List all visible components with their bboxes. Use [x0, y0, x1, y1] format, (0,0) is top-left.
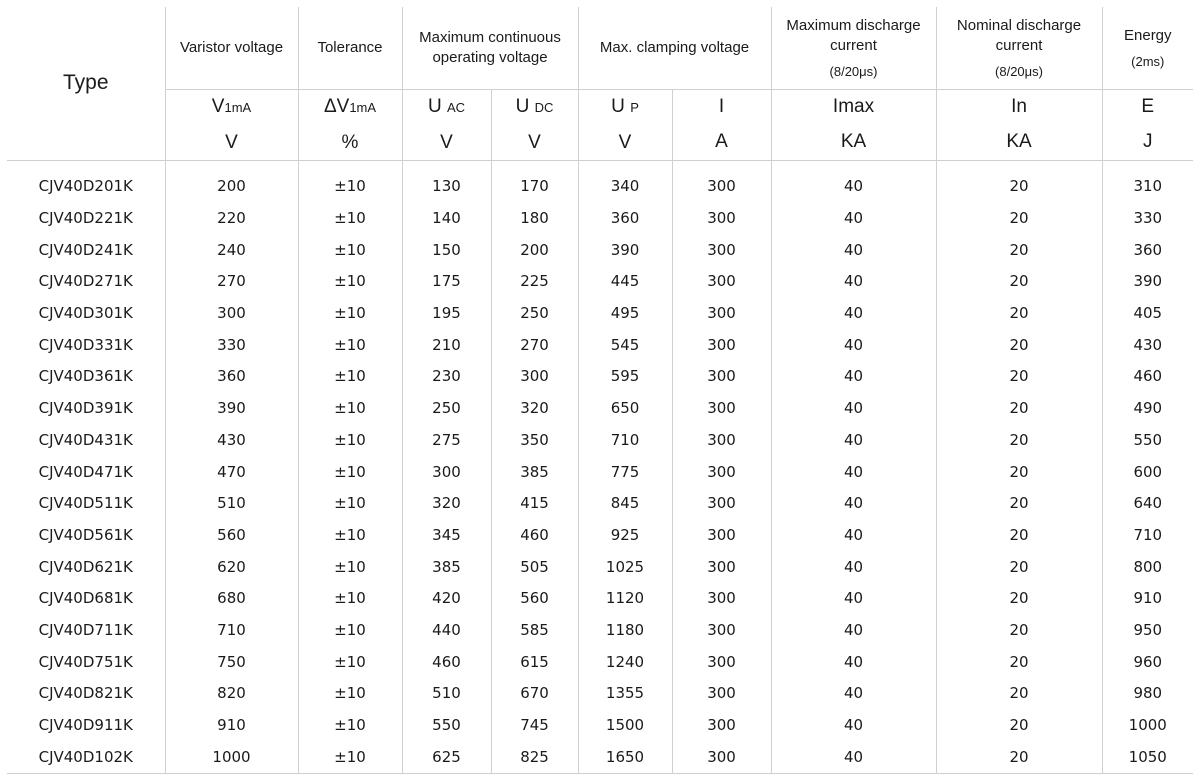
- cell-energy: 600: [1133, 462, 1163, 481]
- cell-tolerance: ±10: [298, 582, 402, 614]
- tolerance-unit: %: [341, 131, 359, 153]
- up-unit: V: [618, 131, 632, 153]
- header-varistor-voltage: Varistor voltage: [165, 7, 298, 89]
- cell-up: 495: [578, 297, 672, 329]
- cell-varistor-voltage: 390: [165, 392, 298, 424]
- cell-in: 20: [936, 329, 1102, 361]
- cell-type: CJV40D711K: [7, 614, 165, 646]
- cell-imax: 40: [771, 741, 936, 773]
- cell-varistor-voltage: 300: [165, 297, 298, 329]
- cell-energy: 430: [1133, 335, 1163, 354]
- cell-tolerance: ±10: [298, 741, 402, 773]
- cell-tolerance: ±10: [298, 519, 402, 551]
- cell-up: 1025: [578, 551, 672, 583]
- cell-i: 300: [672, 456, 771, 488]
- cell-in: 20: [936, 741, 1102, 773]
- cell-tolerance: ±10: [298, 424, 402, 456]
- v1ma-symbol: [166, 93, 298, 122]
- nominal-discharge-label: Nominal discharge current: [956, 16, 1082, 54]
- cell-in: 20: [936, 582, 1102, 614]
- table-row: [7, 551, 1193, 583]
- cell-varistor-voltage: 560: [165, 519, 298, 551]
- cell-varistor-voltage: 710: [165, 614, 298, 646]
- cell-in: 20: [936, 234, 1102, 266]
- cell-i: 300: [672, 551, 771, 583]
- up-main: U: [611, 95, 625, 117]
- delta-v1ma-symbol: [299, 93, 402, 122]
- cell-udc: 300: [491, 361, 578, 393]
- max-discharge-condition: (8/20μs): [829, 63, 878, 79]
- cell-tolerance: ±10: [298, 361, 402, 393]
- cell-uac: 320: [402, 487, 491, 519]
- cell-tolerance: ±10: [298, 487, 402, 519]
- table-row: [7, 741, 1193, 773]
- cell-udc: 415: [491, 487, 578, 519]
- cell-uac: 385: [402, 551, 491, 583]
- cell-up: 390: [578, 234, 672, 266]
- cell-imax: 40: [771, 551, 936, 583]
- table-row: [7, 424, 1193, 456]
- cell-uac: 550: [402, 709, 491, 741]
- cell-imax: 40: [771, 202, 936, 234]
- cell-uac: 345: [402, 519, 491, 551]
- cell-type: CJV40D681K: [7, 582, 165, 614]
- cell-type: CJV40D911K: [7, 709, 165, 741]
- header-v1ma: [165, 89, 298, 160]
- cell-varistor-voltage: 620: [165, 551, 298, 583]
- cell-energy: 980: [1133, 684, 1163, 703]
- table-row: [7, 329, 1193, 361]
- cell-tolerance: ±10: [298, 297, 402, 329]
- cell-uac: 195: [402, 297, 491, 329]
- cell-i: 300: [672, 487, 771, 519]
- cell-uac: 510: [402, 678, 491, 710]
- cell-tolerance: ±10: [298, 678, 402, 710]
- cell-uac: 460: [402, 646, 491, 678]
- cell-uac: 210: [402, 329, 491, 361]
- cell-tolerance: ±10: [298, 392, 402, 424]
- cell-up: 845: [578, 487, 672, 519]
- cell-uac: 130: [402, 160, 491, 202]
- cell-imax: 40: [771, 266, 936, 298]
- cell-tolerance: ±10: [298, 456, 402, 488]
- cell-imax: 40: [771, 614, 936, 646]
- table-row: [7, 234, 1193, 266]
- table-row: [7, 160, 1193, 202]
- cell-energy: 405: [1133, 304, 1163, 323]
- header-udc: [491, 89, 578, 160]
- cell-udc: 670: [491, 678, 578, 710]
- cell-varistor-voltage: 750: [165, 646, 298, 678]
- cell-tolerance: ±10: [298, 329, 402, 361]
- cell-varistor-voltage: 200: [165, 160, 298, 202]
- cell-in: 20: [936, 392, 1102, 424]
- cell-udc: 320: [491, 392, 578, 424]
- cell-varistor-voltage: 470: [165, 456, 298, 488]
- table-row: [7, 392, 1193, 424]
- table-row: [7, 297, 1193, 329]
- cell-udc: 225: [491, 266, 578, 298]
- cell-udc: 460: [491, 519, 578, 551]
- cell-i: 300: [672, 709, 771, 741]
- e-unit: J: [1143, 131, 1153, 152]
- cell-uac: 175: [402, 266, 491, 298]
- cell-imax: 40: [771, 329, 936, 361]
- header-i: [672, 89, 771, 160]
- cell-up: 1180: [578, 614, 672, 646]
- table-row: [7, 646, 1193, 678]
- cell-udc: 200: [491, 234, 578, 266]
- cell-in: 20: [936, 678, 1102, 710]
- cell-type: CJV40D471K: [7, 456, 165, 488]
- table-row: [7, 487, 1193, 519]
- cell-energy: 950: [1133, 620, 1163, 639]
- header-max-clamping-voltage: Max. clamping voltage: [578, 7, 771, 89]
- cell-udc: 385: [491, 456, 578, 488]
- cell-udc: 350: [491, 424, 578, 456]
- cell-type: CJV40D301K: [7, 297, 165, 329]
- cell-up: 340: [578, 160, 672, 202]
- header-delta-v1ma: [298, 89, 402, 160]
- imax-symbol: Imax: [832, 96, 875, 117]
- header-type: Type: [7, 7, 165, 160]
- v1ma-symbol-main: V: [211, 95, 225, 117]
- cell-uac: 420: [402, 582, 491, 614]
- cell-uac: 300: [402, 456, 491, 488]
- cell-in: 20: [936, 424, 1102, 456]
- cell-type: CJV40D241K: [7, 234, 165, 266]
- cell-tolerance: ±10: [298, 551, 402, 583]
- header-max-continuous-operating-voltage: Maximum continuous operating voltage: [402, 7, 578, 89]
- cell-i: 300: [672, 646, 771, 678]
- cell-uac: 275: [402, 424, 491, 456]
- cell-i: 300: [672, 329, 771, 361]
- cell-energy: 490: [1133, 399, 1163, 418]
- cell-tolerance: ±10: [298, 614, 402, 646]
- cell-in: 20: [936, 646, 1102, 678]
- cell-varistor-voltage: 820: [165, 678, 298, 710]
- energy-label: Energy: [1124, 26, 1172, 44]
- cell-type: CJV40D621K: [7, 551, 165, 583]
- cell-type: CJV40D201K: [7, 160, 165, 202]
- cell-i: 300: [672, 392, 771, 424]
- cell-i: 300: [672, 424, 771, 456]
- cell-energy: 550: [1133, 430, 1163, 449]
- cell-uac: 625: [402, 741, 491, 773]
- cell-imax: 40: [771, 678, 936, 710]
- cell-energy: 1000: [1128, 716, 1167, 735]
- cell-energy: 640: [1133, 494, 1163, 513]
- cell-type: CJV40D271K: [7, 266, 165, 298]
- cell-tolerance: ±10: [298, 646, 402, 678]
- cell-varistor-voltage: 680: [165, 582, 298, 614]
- cell-imax: 40: [771, 160, 936, 202]
- cell-varistor-voltage: 910: [165, 709, 298, 741]
- cell-in: 20: [936, 361, 1102, 393]
- cell-i: 300: [672, 297, 771, 329]
- cell-uac: 440: [402, 614, 491, 646]
- cell-up: 710: [578, 424, 672, 456]
- imax-unit: KA: [840, 131, 867, 152]
- table-row: [7, 709, 1193, 741]
- table-header: [7, 7, 1193, 160]
- cell-up: 775: [578, 456, 672, 488]
- cell-varistor-voltage: 430: [165, 424, 298, 456]
- cell-in: 20: [936, 202, 1102, 234]
- header-tolerance: Tolerance: [298, 7, 402, 89]
- cell-type: CJV40D102K: [7, 741, 165, 773]
- uac-sub: AC: [446, 99, 466, 115]
- header-nominal-discharge-current: [936, 7, 1102, 89]
- cell-up: 925: [578, 519, 672, 551]
- cell-type: CJV40D361K: [7, 361, 165, 393]
- cell-type: CJV40D561K: [7, 519, 165, 551]
- cell-in: 20: [936, 297, 1102, 329]
- udc-main: U: [515, 95, 530, 117]
- cell-i: 300: [672, 741, 771, 773]
- header-max-discharge-current: [771, 7, 936, 89]
- cell-udc: 615: [491, 646, 578, 678]
- cell-energy: 310: [1133, 177, 1163, 196]
- cell-i: 300: [672, 582, 771, 614]
- cell-imax: 40: [771, 392, 936, 424]
- cell-tolerance: ±10: [298, 266, 402, 298]
- header-up: [578, 89, 672, 160]
- max-discharge-label: Maximum discharge current: [786, 16, 921, 54]
- cell-energy: 360: [1133, 240, 1163, 259]
- cell-varistor-voltage: 1000: [165, 741, 298, 773]
- cell-uac: 230: [402, 361, 491, 393]
- cell-tolerance: ±10: [298, 709, 402, 741]
- uac-unit: V: [440, 131, 453, 153]
- cell-imax: 40: [771, 709, 936, 741]
- cell-up: 545: [578, 329, 672, 361]
- table-body: [7, 160, 1193, 773]
- table-row: [7, 614, 1193, 646]
- cell-imax: 40: [771, 519, 936, 551]
- table-row: [7, 582, 1193, 614]
- cell-up: 1240: [578, 646, 672, 678]
- delta-v1ma-main: ΔV: [323, 95, 350, 117]
- udc-sub: DC: [534, 99, 554, 115]
- cell-uac: 150: [402, 234, 491, 266]
- uac-main: U: [427, 95, 442, 117]
- cell-varistor-voltage: 240: [165, 234, 298, 266]
- cell-udc: 825: [491, 741, 578, 773]
- v1ma-unit: V: [225, 131, 238, 153]
- cell-type: CJV40D821K: [7, 678, 165, 710]
- cell-varistor-voltage: 360: [165, 361, 298, 393]
- cell-udc: 180: [491, 202, 578, 234]
- cell-energy: 960: [1133, 652, 1163, 671]
- cell-in: 20: [936, 551, 1102, 583]
- v1ma-symbol-sub: 1mA: [224, 99, 252, 115]
- cell-in: 20: [936, 709, 1102, 741]
- cell-varistor-voltage: 270: [165, 266, 298, 298]
- cell-energy: 800: [1133, 557, 1163, 576]
- cell-i: 300: [672, 361, 771, 393]
- cell-udc: 270: [491, 329, 578, 361]
- cell-uac: 140: [402, 202, 491, 234]
- cell-in: 20: [936, 160, 1102, 202]
- cell-i: 300: [672, 202, 771, 234]
- cell-type: CJV40D511K: [7, 487, 165, 519]
- up-sub: P: [630, 99, 639, 115]
- cell-type: CJV40D431K: [7, 424, 165, 456]
- delta-v1ma-sub: 1mA: [349, 99, 377, 115]
- cell-up: 445: [578, 266, 672, 298]
- table-row: [7, 202, 1193, 234]
- uac-symbol: [403, 93, 491, 122]
- cell-energy: 460: [1133, 367, 1163, 386]
- cell-up: 650: [578, 392, 672, 424]
- varistor-spec-table: [7, 7, 1193, 774]
- cell-energy: 390: [1133, 272, 1163, 291]
- cell-in: 20: [936, 614, 1102, 646]
- cell-up: 595: [578, 361, 672, 393]
- cell-tolerance: ±10: [298, 234, 402, 266]
- cell-energy: 910: [1133, 589, 1163, 608]
- cell-imax: 40: [771, 487, 936, 519]
- cell-varistor-voltage: 220: [165, 202, 298, 234]
- in-symbol: In: [1011, 96, 1027, 117]
- cell-varistor-voltage: 510: [165, 487, 298, 519]
- table-row: [7, 266, 1193, 298]
- cell-up: 360: [578, 202, 672, 234]
- table-row: [7, 361, 1193, 393]
- cell-in: 20: [936, 456, 1102, 488]
- cell-uac: 250: [402, 392, 491, 424]
- cell-udc: 745: [491, 709, 578, 741]
- cell-type: CJV40D331K: [7, 329, 165, 361]
- cell-imax: 40: [771, 456, 936, 488]
- cell-imax: 40: [771, 361, 936, 393]
- in-unit: KA: [1006, 131, 1032, 152]
- header-imax: [771, 89, 936, 160]
- udc-unit: V: [528, 131, 541, 153]
- cell-udc: 170: [491, 160, 578, 202]
- header-e: [1102, 89, 1193, 160]
- cell-imax: 40: [771, 234, 936, 266]
- cell-energy: 1050: [1102, 741, 1193, 773]
- cell-in: 20: [936, 519, 1102, 551]
- cell-udc: 585: [491, 614, 578, 646]
- energy-condition: (2ms): [1131, 53, 1165, 69]
- cell-type: CJV40D391K: [7, 392, 165, 424]
- e-symbol: E: [1141, 96, 1155, 117]
- cell-tolerance: ±10: [298, 202, 402, 234]
- table-row: [7, 456, 1193, 488]
- cell-up: 1120: [578, 582, 672, 614]
- header-in: [936, 89, 1102, 160]
- i-unit: A: [715, 131, 728, 152]
- table-row: [7, 519, 1193, 551]
- cell-udc: 560: [491, 582, 578, 614]
- i-symbol: I: [718, 96, 725, 117]
- table-row: [7, 678, 1193, 710]
- cell-energy: 330: [1133, 209, 1163, 228]
- cell-i: 300: [672, 234, 771, 266]
- cell-i: 300: [672, 678, 771, 710]
- cell-i: 300: [672, 266, 771, 298]
- cell-type: CJV40D751K: [7, 646, 165, 678]
- cell-in: 20: [936, 266, 1102, 298]
- cell-imax: 40: [771, 424, 936, 456]
- cell-imax: 40: [771, 297, 936, 329]
- header-energy: [1102, 7, 1193, 89]
- cell-imax: 40: [771, 646, 936, 678]
- cell-udc: 250: [491, 297, 578, 329]
- cell-tolerance: ±10: [298, 160, 402, 202]
- cell-up: 1355: [578, 678, 672, 710]
- cell-udc: 505: [491, 551, 578, 583]
- udc-symbol: [492, 93, 578, 122]
- cell-type: CJV40D221K: [7, 202, 165, 234]
- cell-i: 300: [672, 160, 771, 202]
- nominal-discharge-condition: (8/20μs): [995, 63, 1043, 79]
- cell-up: 1650: [578, 741, 672, 773]
- spec-table-container: [7, 7, 1193, 771]
- header-uac: [402, 89, 491, 160]
- up-symbol: [579, 93, 672, 122]
- cell-i: 300: [672, 519, 771, 551]
- cell-up: 1500: [578, 709, 672, 741]
- cell-energy: 710: [1133, 525, 1163, 544]
- cell-imax: 40: [771, 582, 936, 614]
- cell-varistor-voltage: 330: [165, 329, 298, 361]
- cell-in: 20: [936, 487, 1102, 519]
- cell-i: 300: [672, 614, 771, 646]
